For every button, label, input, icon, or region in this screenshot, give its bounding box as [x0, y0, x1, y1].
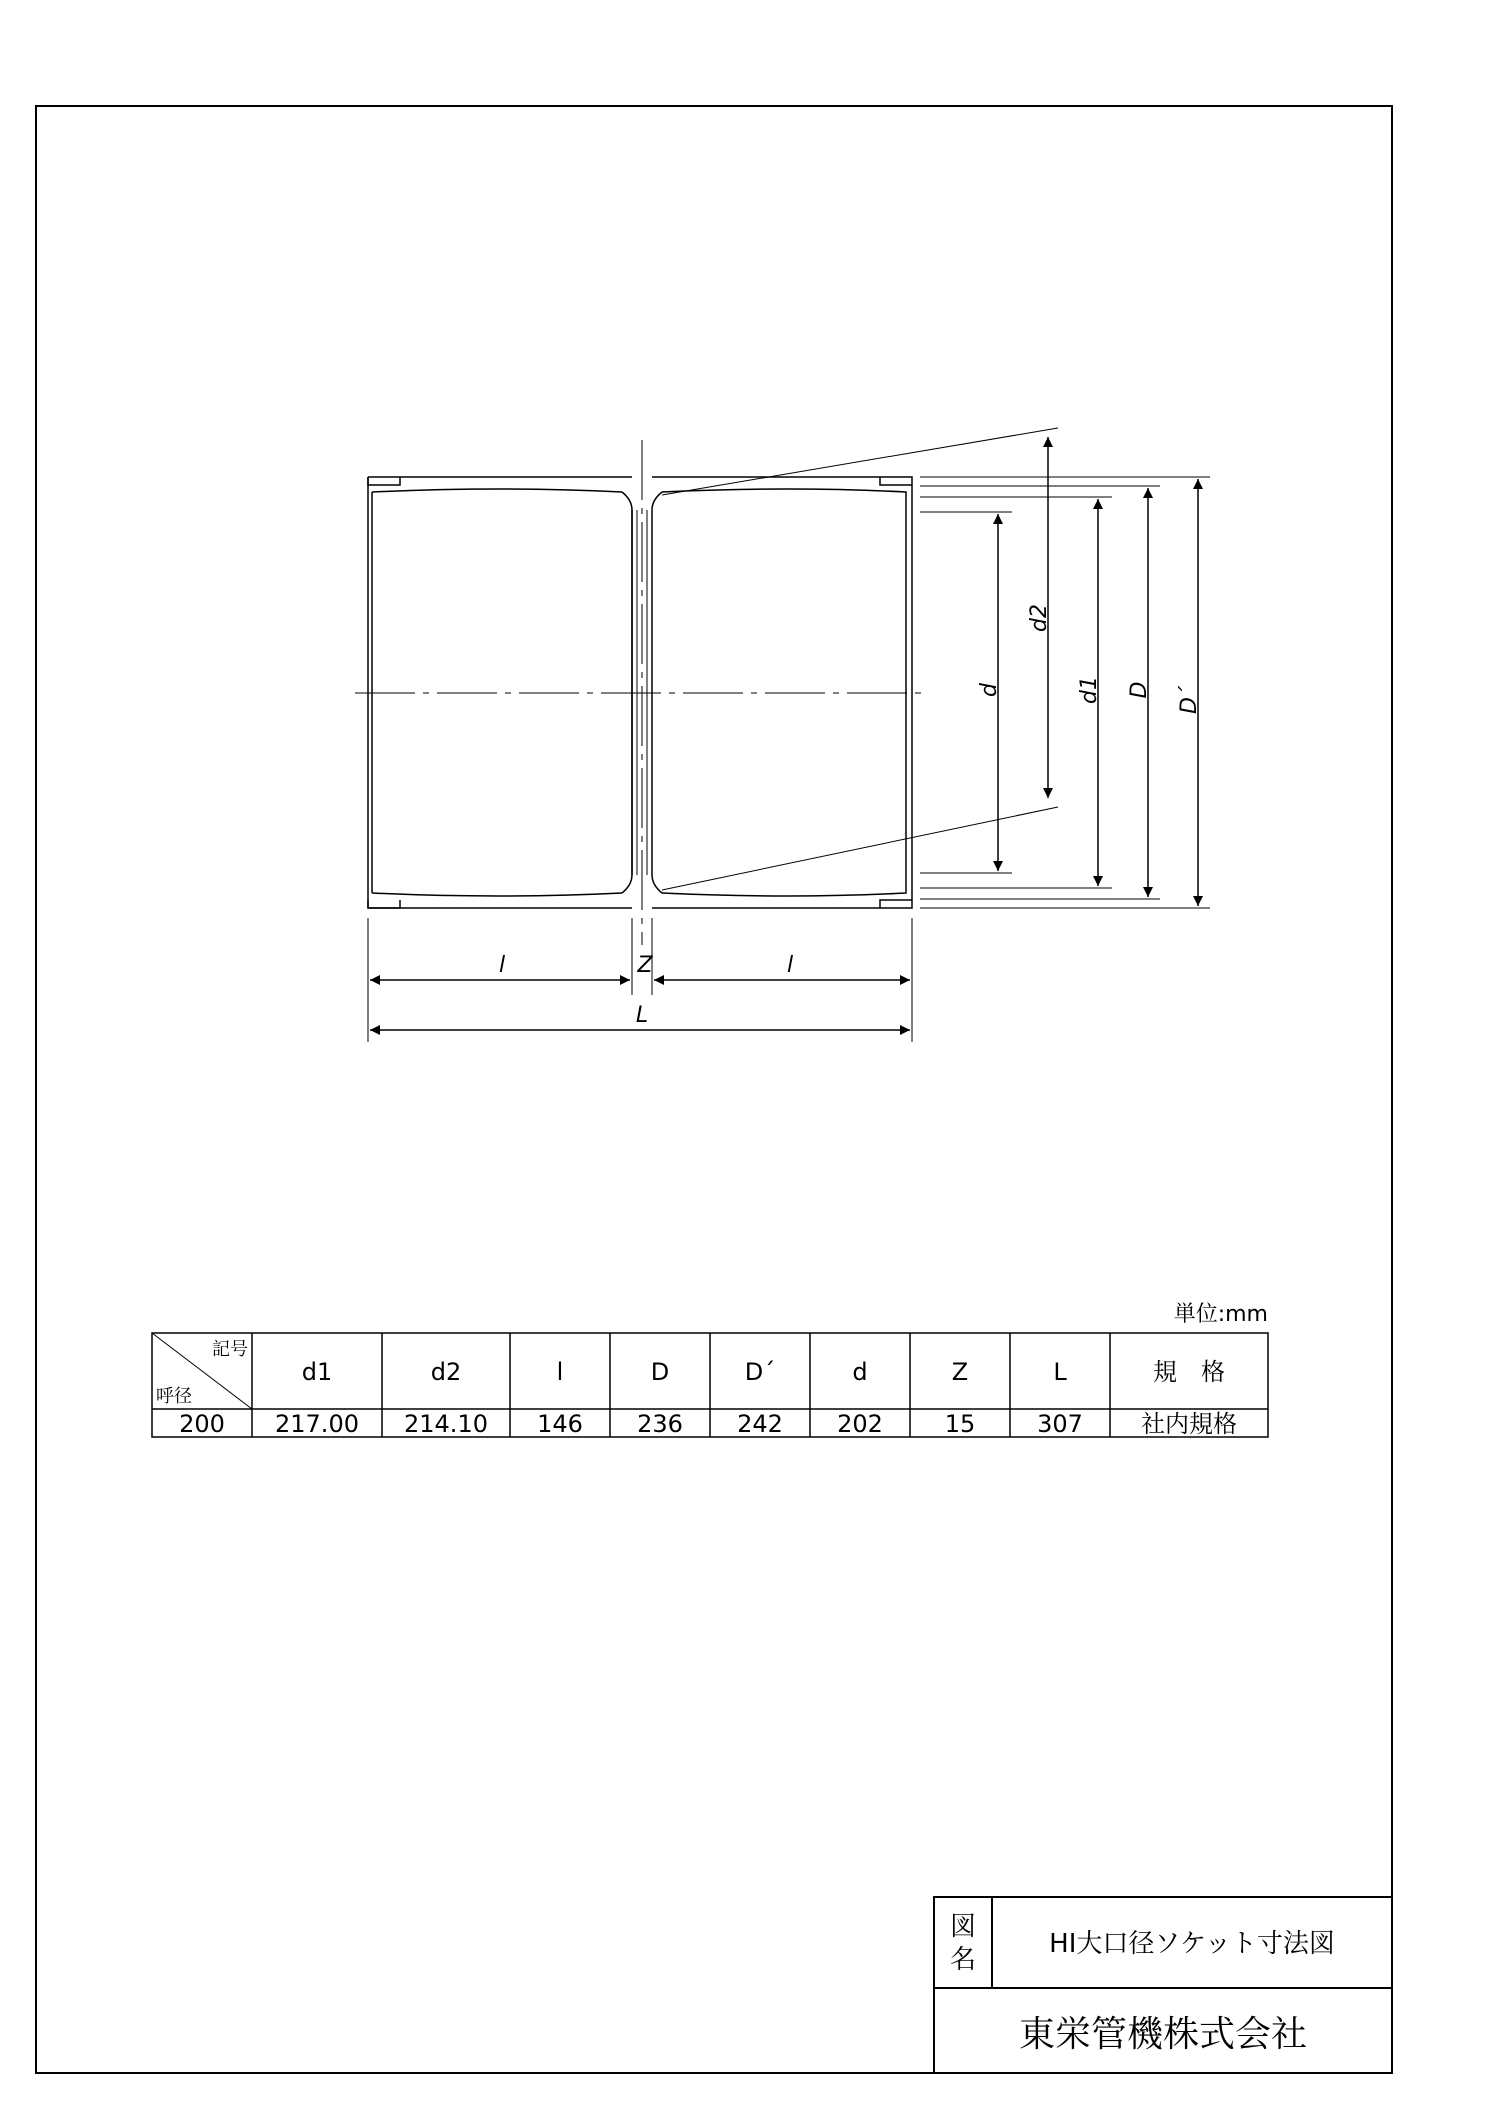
corner-top-label: 記号: [212, 1339, 248, 1360]
header-d: d: [852, 1358, 868, 1386]
socket-left-edge-top: [368, 477, 400, 485]
cell-d: 202: [837, 1410, 883, 1438]
label-d1: d1: [1077, 676, 1102, 704]
header-d2: d2: [430, 1358, 462, 1386]
title-label-line1: 図: [949, 1912, 977, 1942]
cell-d1: 217.00: [275, 1410, 359, 1438]
vertical-dimensions: [998, 437, 1198, 906]
header-d1: d1: [301, 1358, 333, 1386]
header-D: D: [650, 1358, 670, 1386]
label-l-right: l: [786, 953, 794, 978]
header-L: L: [1053, 1358, 1067, 1386]
label-L: L: [635, 1003, 649, 1028]
drawing-frame: [36, 106, 1392, 2073]
cell-nominal: 200: [179, 1410, 225, 1438]
cell-l: 146: [537, 1410, 583, 1438]
cell-Z: 15: [944, 1410, 976, 1438]
label-Z: Z: [637, 953, 653, 978]
cell-d2: 214.10: [404, 1410, 488, 1438]
cell-D-prime: 242: [737, 1410, 783, 1438]
title-block-text: [950, 1912, 1335, 2055]
table-text: [156, 1339, 1237, 1438]
label-l-left: l: [498, 953, 506, 978]
header-l: l: [556, 1358, 564, 1386]
label-D-prime: D´: [1177, 686, 1202, 714]
socket-right-edge-top: [880, 477, 912, 485]
header-standard: 規 格: [1153, 1358, 1225, 1386]
socket-left-edge-bottom: [368, 900, 400, 908]
center-lines: [355, 440, 925, 945]
company-name: 東栄管機株式会社: [1018, 2014, 1308, 2055]
unit-label: 単位:mm: [1173, 1302, 1268, 1327]
header-D-prime: D´: [744, 1358, 776, 1386]
cell-L: 307: [1037, 1410, 1083, 1438]
dimension-labels: [499, 604, 1202, 1028]
label-d2: d2: [1027, 604, 1052, 632]
corner-bottom-label: 呼径: [156, 1386, 192, 1407]
cell-standard: 社内規格: [1141, 1410, 1237, 1438]
title-label-line2: 名: [949, 1945, 977, 1975]
socket-drawing: [368, 428, 1058, 908]
cell-D: 236: [637, 1410, 683, 1438]
header-Z: Z: [951, 1358, 969, 1386]
label-D: D: [1127, 681, 1152, 699]
socket-right-edge-bottom: [880, 900, 912, 908]
drawing-name: HI大口径ソケット寸法図: [1049, 1929, 1335, 1959]
taper-line-top: [662, 428, 1058, 495]
label-d: d: [977, 683, 1002, 697]
